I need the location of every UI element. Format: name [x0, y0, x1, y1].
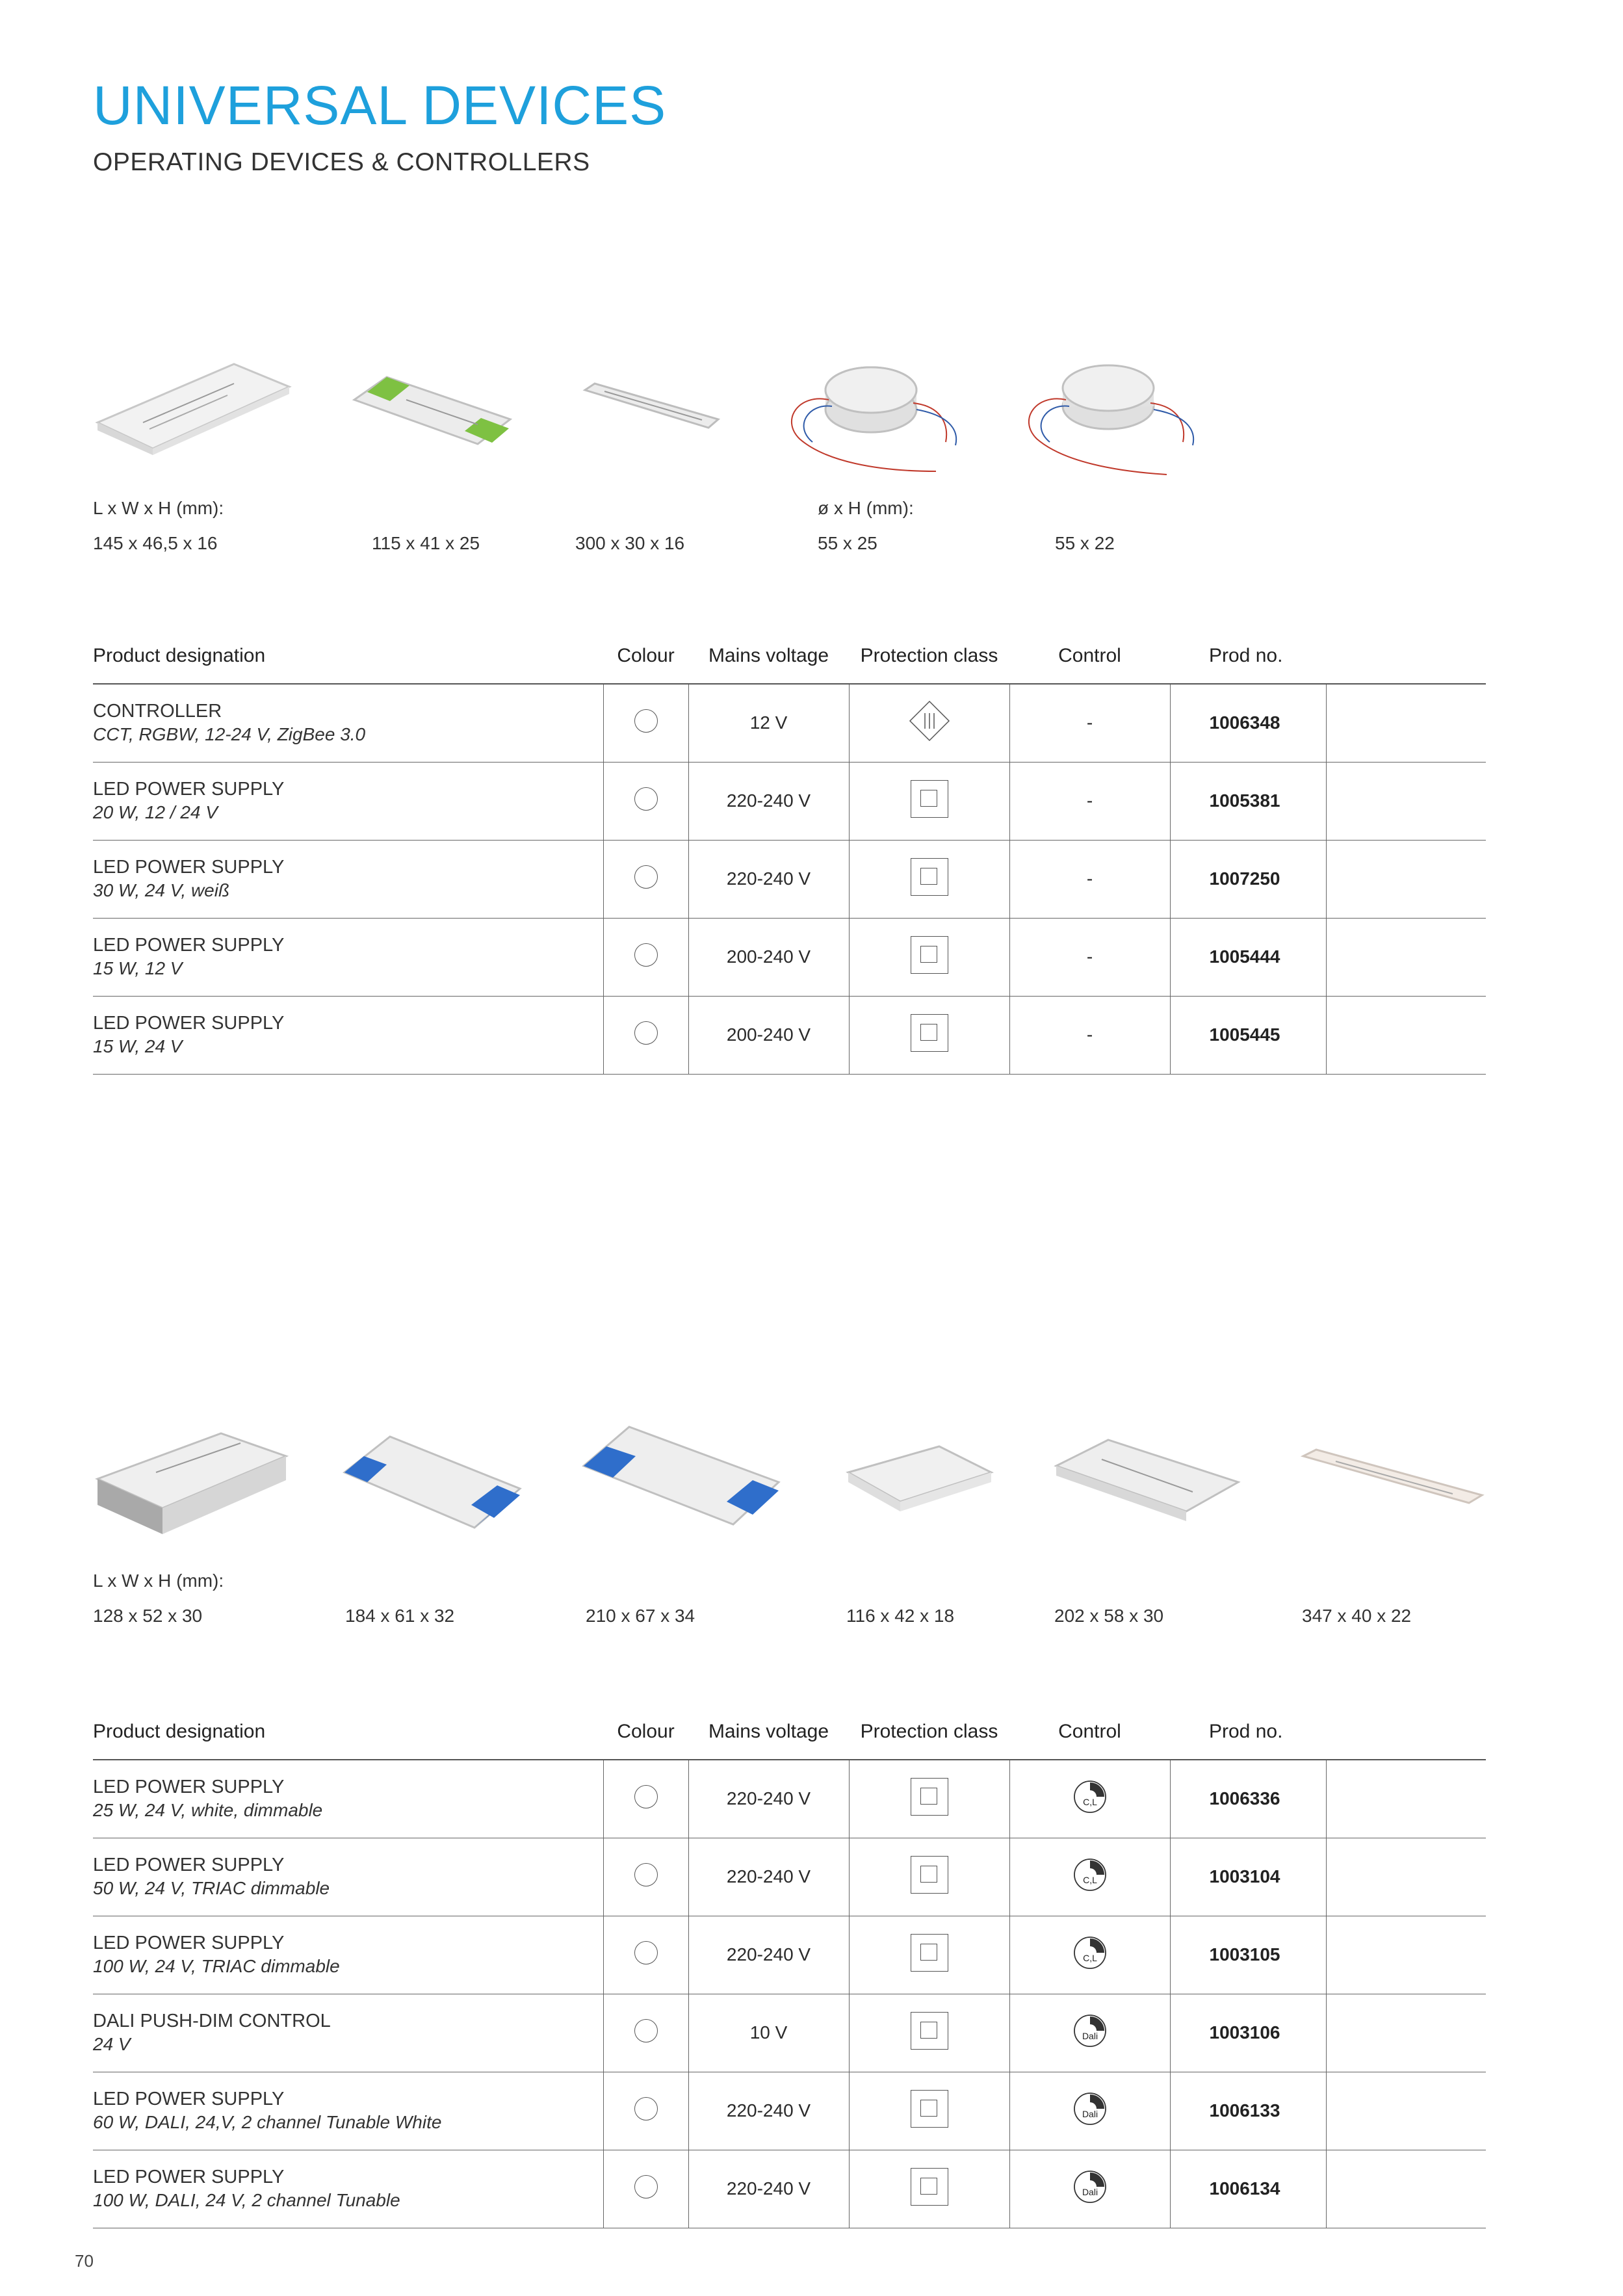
product-spec: 15 W, 24 V	[93, 1036, 183, 1056]
table-row	[93, 2072, 1486, 2150]
prod-no: 1005444	[1170, 918, 1326, 996]
colour-swatch-white	[634, 787, 658, 811]
table-row	[93, 840, 1486, 918]
dali-control-icon	[1072, 2091, 1108, 2127]
column-header: Control	[1058, 645, 1121, 666]
dimension-value: 55 x 25	[818, 533, 877, 553]
column-header: Mains voltage	[708, 1721, 829, 1742]
protection-class-ii-icon	[911, 1934, 948, 1972]
colour-swatch-white	[634, 1785, 658, 1808]
protection-cell	[849, 1916, 1009, 1994]
voltage-cell: 220-240 V	[688, 1838, 849, 1916]
power-supply-20w-image	[348, 361, 517, 452]
control-cell	[1009, 1916, 1170, 1994]
protection-class-ii-icon	[911, 1778, 948, 1816]
colour-cell	[603, 918, 688, 996]
empty-cell	[1326, 2150, 1486, 2228]
voltage-cell: 200-240 V	[688, 996, 849, 1074]
table-row	[93, 762, 1486, 840]
product-spec: 100 W, 24 V, TRIAC dimmable	[93, 1956, 340, 1976]
control-cell	[1009, 1760, 1170, 1838]
empty-header	[1326, 629, 1486, 684]
prod-no: 1003106	[1170, 1994, 1326, 2072]
voltage-cell: 220-240 V	[688, 2150, 849, 2228]
product-designation	[93, 1838, 603, 1916]
product-table	[93, 1704, 1486, 2228]
power-supply-25w-image	[91, 1420, 292, 1550]
table-row	[93, 1760, 1486, 1838]
product-name: LED POWER SUPPLY	[93, 2167, 285, 2187]
colour-swatch-white	[634, 1941, 658, 1964]
product-spec: 25 W, 24 V, white, dimmable	[93, 1800, 323, 1821]
dali-control-image	[842, 1437, 998, 1521]
protection-class-ii-icon	[911, 936, 948, 974]
empty-header	[1326, 1704, 1486, 1760]
prod-no: 1006133	[1170, 2072, 1326, 2150]
phase-dimming-icon	[1072, 1779, 1108, 1815]
product-name: LED POWER SUPPLY	[93, 2089, 285, 2109]
product-designation	[93, 2150, 603, 2228]
voltage-cell: 220-240 V	[688, 1760, 849, 1838]
product-name: CONTROLLER	[93, 701, 222, 722]
colour-swatch-white	[634, 709, 658, 733]
page-number: 70	[75, 2251, 94, 2271]
table-row	[93, 1916, 1486, 1994]
power-supply-30w-image	[578, 377, 721, 436]
control-cell	[1009, 1838, 1170, 1916]
protection-cell	[849, 2072, 1009, 2150]
product-name: LED POWER SUPPLY	[93, 1777, 285, 1798]
dali-control-icon	[1072, 2013, 1108, 2049]
column-header: Mains voltage	[708, 645, 829, 666]
table-row	[93, 918, 1486, 996]
control-cell: -	[1009, 684, 1170, 762]
product-spec: 15 W, 12 V	[93, 958, 183, 978]
product-spec: CCT, RGBW, 12-24 V, ZigBee 3.0	[93, 724, 366, 745]
product-spec: 30 W, 24 V, weiß	[93, 880, 230, 900]
protection-class-ii-icon	[911, 2012, 948, 2050]
control-icon-label: Dali	[1082, 2108, 1098, 2119]
column-header: Prod no.	[1209, 1721, 1283, 1742]
empty-cell	[1326, 1760, 1486, 1838]
protection-class-ii-icon	[911, 858, 948, 896]
colour-swatch-white	[634, 2097, 658, 2120]
control-cell	[1009, 2150, 1170, 2228]
empty-cell	[1326, 2072, 1486, 2150]
control-cell: -	[1009, 918, 1170, 996]
protection-cell	[849, 840, 1009, 918]
control-cell: -	[1009, 762, 1170, 840]
colour-cell	[603, 2150, 688, 2228]
empty-cell	[1326, 840, 1486, 918]
product-name: LED POWER SUPPLY	[93, 1855, 285, 1875]
protection-class-ii-icon	[911, 780, 948, 818]
prod-no: 1007250	[1170, 840, 1326, 918]
dimension-value: 210 x 67 x 34	[586, 1606, 695, 1626]
prod-no: 1006348	[1170, 684, 1326, 762]
column-header: Protection class	[860, 1721, 998, 1742]
product-name: LED POWER SUPPLY	[93, 1933, 285, 1953]
protection-class-ii-icon	[911, 1014, 948, 1052]
product-designation	[93, 918, 603, 996]
empty-cell	[1326, 1994, 1486, 2072]
dimension-value: 145 x 46,5 x 16	[93, 533, 218, 553]
voltage-cell: 220-240 V	[688, 762, 849, 840]
protection-class-ii-icon	[911, 2168, 948, 2206]
colour-cell	[603, 1760, 688, 1838]
power-supply-100w-dali-image	[1297, 1443, 1485, 1515]
dimension-value: 347 x 40 x 22	[1302, 1606, 1412, 1626]
dali-control-icon	[1072, 2169, 1108, 2205]
colour-cell	[603, 1838, 688, 1916]
product-spec: 24 V	[93, 2034, 131, 2054]
protection-cell	[849, 2150, 1009, 2228]
empty-cell	[1326, 684, 1486, 762]
protection-cell	[849, 1760, 1009, 1838]
phase-dimming-icon	[1072, 1935, 1108, 1971]
control-cell	[1009, 1994, 1170, 2072]
product-designation	[93, 996, 603, 1074]
controller-image	[91, 351, 292, 455]
colour-swatch-white	[634, 865, 658, 889]
colour-cell	[603, 1994, 688, 2072]
prod-no: 1003104	[1170, 1838, 1326, 1916]
control-cell: -	[1009, 996, 1170, 1074]
prod-no: 1005381	[1170, 762, 1326, 840]
product-name: LED POWER SUPPLY	[93, 935, 285, 956]
product-spec: 100 W, DALI, 24 V, 2 channel Tunable	[93, 2190, 400, 2210]
colour-cell	[603, 684, 688, 762]
empty-cell	[1326, 762, 1486, 840]
empty-cell	[1326, 1838, 1486, 1916]
prod-no: 1006134	[1170, 2150, 1326, 2228]
power-supply-50w-image	[338, 1427, 526, 1544]
column-header: Colour	[617, 645, 675, 666]
protection-cell	[849, 684, 1009, 762]
column-header: Product designation	[93, 645, 266, 666]
dimension-value: 55 x 22	[1055, 533, 1115, 553]
product-designation	[93, 2072, 603, 2150]
column-header: Prod no.	[1209, 645, 1283, 666]
product-name: LED POWER SUPPLY	[93, 857, 285, 878]
protection-class-iii-icon	[909, 700, 950, 742]
protection-class-ii-icon	[911, 1856, 948, 1894]
product-spec: 60 W, DALI, 24,V, 2 channel Tunable White	[93, 2112, 442, 2132]
product-name: DALI PUSH-DIM CONTROL	[93, 2011, 331, 2031]
power-supply-60w-image	[1050, 1430, 1245, 1528]
table-row	[93, 684, 1486, 762]
page-subtitle: OPERATING DEVICES & CONTROLLERS	[93, 148, 590, 176]
protection-cell	[849, 762, 1009, 840]
product-designation	[93, 1994, 603, 2072]
control-icon-label: C,L	[1082, 1952, 1097, 1963]
colour-cell	[603, 996, 688, 1074]
colour-swatch-white	[634, 943, 658, 967]
phase-dimming-icon	[1072, 1857, 1108, 1893]
table-row	[93, 996, 1486, 1074]
column-header: Colour	[617, 1721, 675, 1742]
table-header-row	[93, 629, 1486, 684]
product-spec: 20 W, 12 / 24 V	[93, 802, 218, 822]
protection-cell	[849, 918, 1009, 996]
round-power-supply-image	[1011, 341, 1206, 478]
protection-cell	[849, 1994, 1009, 2072]
dimension-value: 300 x 30 x 16	[575, 533, 685, 553]
voltage-cell: 12 V	[688, 684, 849, 762]
power-supply-100w-image	[577, 1420, 785, 1537]
page-title: UNIVERSAL DEVICES	[93, 75, 667, 136]
column-header: Control	[1058, 1721, 1121, 1742]
round-power-supply-image	[773, 341, 968, 478]
colour-cell	[603, 762, 688, 840]
control-cell: -	[1009, 840, 1170, 918]
voltage-cell: 220-240 V	[688, 2072, 849, 2150]
control-icon-label: Dali	[1082, 2030, 1098, 2041]
colour-swatch-white	[634, 1863, 658, 1886]
prod-no: 1006336	[1170, 1760, 1326, 1838]
colour-cell	[603, 2072, 688, 2150]
dimension-label: L x W x H (mm):	[93, 1571, 224, 1591]
voltage-cell: 10 V	[688, 1994, 849, 2072]
product-spec: 50 W, 24 V, TRIAC dimmable	[93, 1878, 330, 1898]
protection-cell	[849, 996, 1009, 1074]
table-row	[93, 1994, 1486, 2072]
voltage-cell: 220-240 V	[688, 1916, 849, 1994]
column-header: Protection class	[860, 645, 998, 666]
colour-cell	[603, 840, 688, 918]
colour-cell	[603, 1916, 688, 1994]
control-cell	[1009, 2072, 1170, 2150]
product-name: LED POWER SUPPLY	[93, 779, 285, 800]
dimension-label: L x W x H (mm):	[93, 498, 224, 518]
colour-swatch-white	[634, 2175, 658, 2198]
table-row	[93, 2150, 1486, 2228]
dimension-label: ø x H (mm):	[818, 498, 914, 518]
empty-cell	[1326, 1916, 1486, 1994]
table-row	[93, 1838, 1486, 1916]
control-icon-label: C,L	[1082, 1796, 1097, 1807]
product-table	[93, 629, 1486, 1075]
protection-cell	[849, 1838, 1009, 1916]
empty-cell	[1326, 996, 1486, 1074]
prod-no: 1005445	[1170, 996, 1326, 1074]
empty-cell	[1326, 918, 1486, 996]
voltage-cell: 220-240 V	[688, 840, 849, 918]
product-designation	[93, 1916, 603, 1994]
table-header-row	[93, 1704, 1486, 1760]
dimension-value: 115 x 41 x 25	[372, 533, 480, 553]
dimension-value: 202 x 58 x 30	[1054, 1606, 1164, 1626]
voltage-cell: 200-240 V	[688, 918, 849, 996]
product-designation	[93, 1760, 603, 1838]
column-header: Product designation	[93, 1721, 266, 1742]
dimension-value: 128 x 52 x 30	[93, 1606, 203, 1626]
control-icon-label: C,L	[1082, 1874, 1097, 1885]
dimension-value: 116 x 42 x 18	[846, 1606, 955, 1626]
control-icon-label: Dali	[1082, 2186, 1098, 2197]
protection-class-ii-icon	[911, 2090, 948, 2128]
colour-swatch-white	[634, 2019, 658, 2042]
product-designation	[93, 840, 603, 918]
colour-swatch-white	[634, 1021, 658, 1045]
product-designation	[93, 684, 603, 762]
product-designation	[93, 762, 603, 840]
dimension-value: 184 x 61 x 32	[345, 1606, 455, 1626]
prod-no: 1003105	[1170, 1916, 1326, 1994]
product-name: LED POWER SUPPLY	[93, 1013, 285, 1034]
